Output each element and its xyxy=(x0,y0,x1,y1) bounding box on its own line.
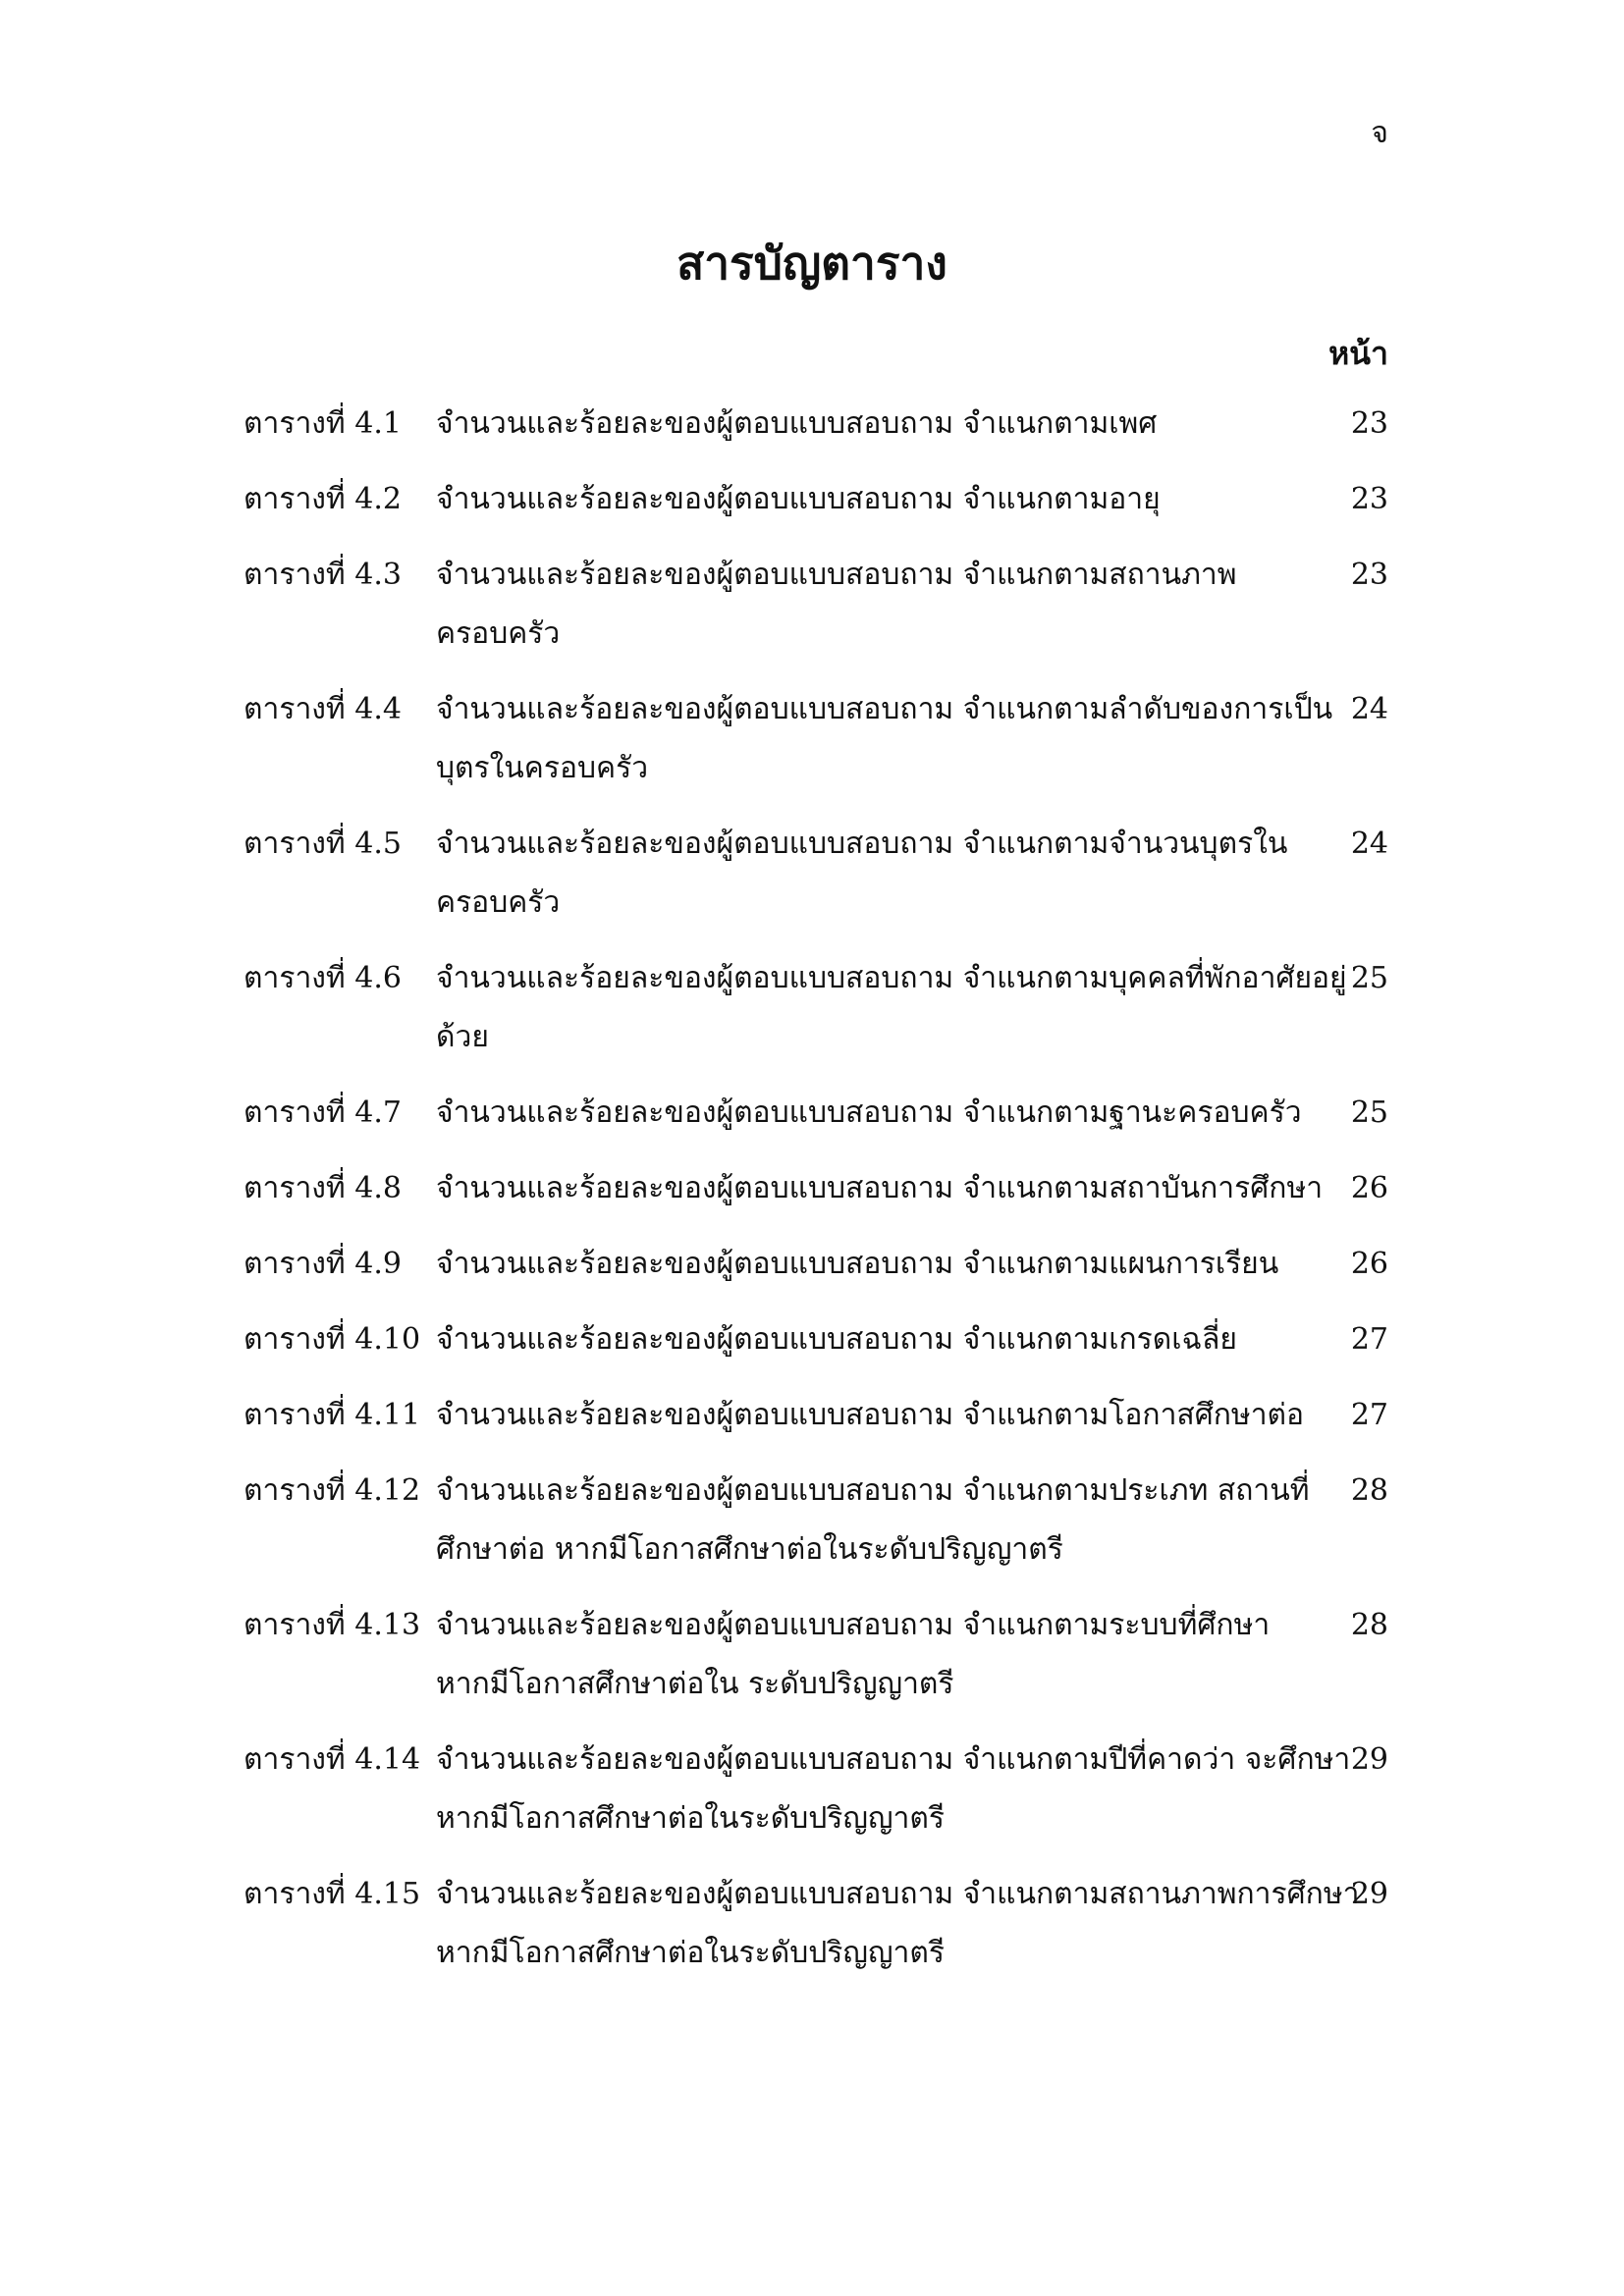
page-column-header: หน้า xyxy=(1328,335,1388,372)
toc-entry-text xyxy=(436,1310,1300,1369)
table-of-contents-list xyxy=(244,395,1388,2000)
toc-entry-label: ตารางที่ 4.2 xyxy=(244,482,402,516)
toc-entry-text-line: จำนวนและร้อยละของผู้ตอบแบบสอบถาม จำแนกตามบุคคลที่พักอาศัยอยู่ xyxy=(436,961,1347,995)
toc-entry-page-number: 23 xyxy=(1350,482,1388,516)
toc-entry-page-number: 24 xyxy=(1350,692,1388,726)
toc-entry-text-line: จำนวนและร้อยละของผู้ตอบแบบสอบถาม จำแนกตามสถานภาพ xyxy=(436,558,1237,592)
toc-entry-label: ตารางที่ 4.9 xyxy=(244,1247,402,1281)
toc-entry[interactable] xyxy=(244,395,1388,454)
toc-entry-page-number: 23 xyxy=(1350,558,1388,592)
page-number: จ xyxy=(1371,116,1388,150)
toc-entry-page-number: 23 xyxy=(1350,406,1388,441)
toc-entry[interactable] xyxy=(244,1462,1388,1579)
toc-entry-text-line: ครอบครัว xyxy=(436,885,561,920)
toc-entry-text-line: ศึกษาต่อ หากมีโอกาสศึกษาต่อในระดับปริญญาตรี xyxy=(436,1532,1063,1567)
toc-entry-label: ตารางที่ 4.12 xyxy=(244,1473,421,1508)
toc-entry-text xyxy=(436,470,1300,529)
toc-entry-label: ตารางที่ 4.5 xyxy=(244,827,402,861)
toc-entry-text-line: จำนวนและร้อยละของผู้ตอบแบบสอบถาม จำแนกตามสถาบันการศึกษา xyxy=(436,1171,1324,1205)
toc-entry-page-number: 25 xyxy=(1350,1095,1388,1130)
toc-entry[interactable] xyxy=(244,1731,1388,1848)
toc-entry-text-line: หากมีโอกาสศึกษาต่อในระดับปริญญาตรี xyxy=(436,1936,945,1970)
toc-entry-page-number: 27 xyxy=(1350,1322,1388,1357)
toc-entry-label: ตารางที่ 4.7 xyxy=(244,1095,402,1130)
toc-entry-text xyxy=(436,395,1300,454)
toc-entry-page-number: 28 xyxy=(1350,1608,1388,1642)
toc-entry-label: ตารางที่ 4.14 xyxy=(244,1742,421,1777)
toc-entry-text-line: จำนวนและร้อยละของผู้ตอบแบบสอบถาม จำแนกตามเพศ xyxy=(436,406,1158,441)
toc-entry-text xyxy=(436,1596,1300,1714)
toc-entry-text-line: จำนวนและร้อยละของผู้ตอบแบบสอบถาม จำแนกตามระบบที่ศึกษา xyxy=(436,1608,1271,1642)
toc-entry-label: ตารางที่ 4.13 xyxy=(244,1608,421,1642)
toc-entry-text-line: บุตรในครอบครัว xyxy=(436,751,649,785)
toc-entry-text xyxy=(436,546,1300,664)
toc-entry[interactable] xyxy=(244,1235,1388,1294)
toc-entry[interactable] xyxy=(244,680,1388,798)
toc-entry-text-line: ครอบครัว xyxy=(436,616,561,651)
toc-entry[interactable] xyxy=(244,1386,1388,1445)
toc-entry-label: ตารางที่ 4.8 xyxy=(244,1171,402,1205)
toc-entry-page-number: 26 xyxy=(1350,1171,1388,1205)
toc-entry-text-line: จำนวนและร้อยละของผู้ตอบแบบสอบถาม จำแนกตามฐานะครอบครัว xyxy=(436,1095,1302,1130)
toc-entry-page-number: 29 xyxy=(1350,1742,1388,1777)
toc-entry-text-line: จำนวนและร้อยละของผู้ตอบแบบสอบถาม จำแนกตามลำดับของการเป็น xyxy=(436,692,1333,726)
toc-entry-label: ตารางที่ 4.1 xyxy=(244,406,402,441)
toc-entry[interactable] xyxy=(244,1865,1388,1983)
toc-entry[interactable] xyxy=(244,1159,1388,1218)
toc-entry-text xyxy=(436,680,1333,798)
toc-entry-text xyxy=(436,1731,1351,1848)
toc-entry[interactable] xyxy=(244,470,1388,529)
toc-entry-text-line: จำนวนและร้อยละของผู้ตอบแบบสอบถาม จำแนกตามประเภท สถานที่ xyxy=(436,1473,1310,1508)
toc-entry-label: ตารางที่ 4.10 xyxy=(244,1322,421,1357)
toc-entry[interactable] xyxy=(244,546,1388,664)
toc-entry-label: ตารางที่ 4.3 xyxy=(244,558,402,592)
toc-entry-label: ตารางที่ 4.15 xyxy=(244,1877,421,1911)
toc-entry-text xyxy=(436,815,1300,933)
toc-entry-page-number: 28 xyxy=(1350,1473,1388,1508)
toc-entry-text xyxy=(436,1235,1300,1294)
toc-entry-text xyxy=(436,1386,1305,1445)
toc-entry[interactable] xyxy=(244,1310,1388,1369)
toc-entry-text xyxy=(436,1865,1360,1983)
toc-entry-text-line: จำนวนและร้อยละของผู้ตอบแบบสอบถาม จำแนกตามจำนวนบุตรใน xyxy=(436,827,1288,861)
toc-entry-page-number: 29 xyxy=(1350,1877,1388,1911)
toc-entry[interactable] xyxy=(244,949,1388,1067)
toc-entry-label: ตารางที่ 4.4 xyxy=(244,692,402,726)
toc-entry-text xyxy=(436,1159,1324,1218)
toc-entry-text xyxy=(436,1462,1310,1579)
toc-entry-text-line: จำนวนและร้อยละของผู้ตอบแบบสอบถาม จำแนกตามสถานภาพการศึกษา xyxy=(436,1877,1360,1911)
toc-entry-text-line: จำนวนและร้อยละของผู้ตอบแบบสอบถาม จำแนกตามเกรดเฉลี่ย xyxy=(436,1322,1237,1357)
toc-entry-text-line: จำนวนและร้อยละของผู้ตอบแบบสอบถาม จำแนกตามแผนการเรียน xyxy=(436,1247,1279,1281)
page-title: สารบัญตาราง xyxy=(677,237,947,290)
toc-entry-text-line: ด้วย xyxy=(436,1020,489,1054)
toc-entry[interactable] xyxy=(244,1596,1388,1714)
toc-entry-text xyxy=(436,1084,1300,1143)
toc-entry-page-number: 25 xyxy=(1350,961,1388,995)
toc-entry-text-line: หากมีโอกาสศึกษาต่อในระดับปริญญาตรี xyxy=(436,1801,945,1836)
toc-entry-label: ตารางที่ 4.6 xyxy=(244,961,402,995)
toc-entry-text xyxy=(436,949,1347,1067)
toc-entry-text-line: จำนวนและร้อยละของผู้ตอบแบบสอบถาม จำแนกตามอายุ xyxy=(436,482,1161,516)
toc-entry-text-line: จำนวนและร้อยละของผู้ตอบแบบสอบถาม จำแนกตามโอกาสศึกษาต่อ xyxy=(436,1398,1305,1432)
toc-entry-page-number: 27 xyxy=(1350,1398,1388,1432)
toc-entry-page-number: 24 xyxy=(1350,827,1388,861)
toc-entry-text-line: หากมีโอกาสศึกษาต่อใน ระดับปริญญาตรี xyxy=(436,1667,954,1701)
toc-entry-label: ตารางที่ 4.11 xyxy=(244,1398,421,1432)
toc-entry-text-line: จำนวนและร้อยละของผู้ตอบแบบสอบถาม จำแนกตามปีที่คาดว่า จะศึกษา xyxy=(436,1742,1351,1777)
toc-entry[interactable] xyxy=(244,815,1388,933)
toc-entry-page-number: 26 xyxy=(1350,1247,1388,1281)
toc-entry[interactable] xyxy=(244,1084,1388,1143)
